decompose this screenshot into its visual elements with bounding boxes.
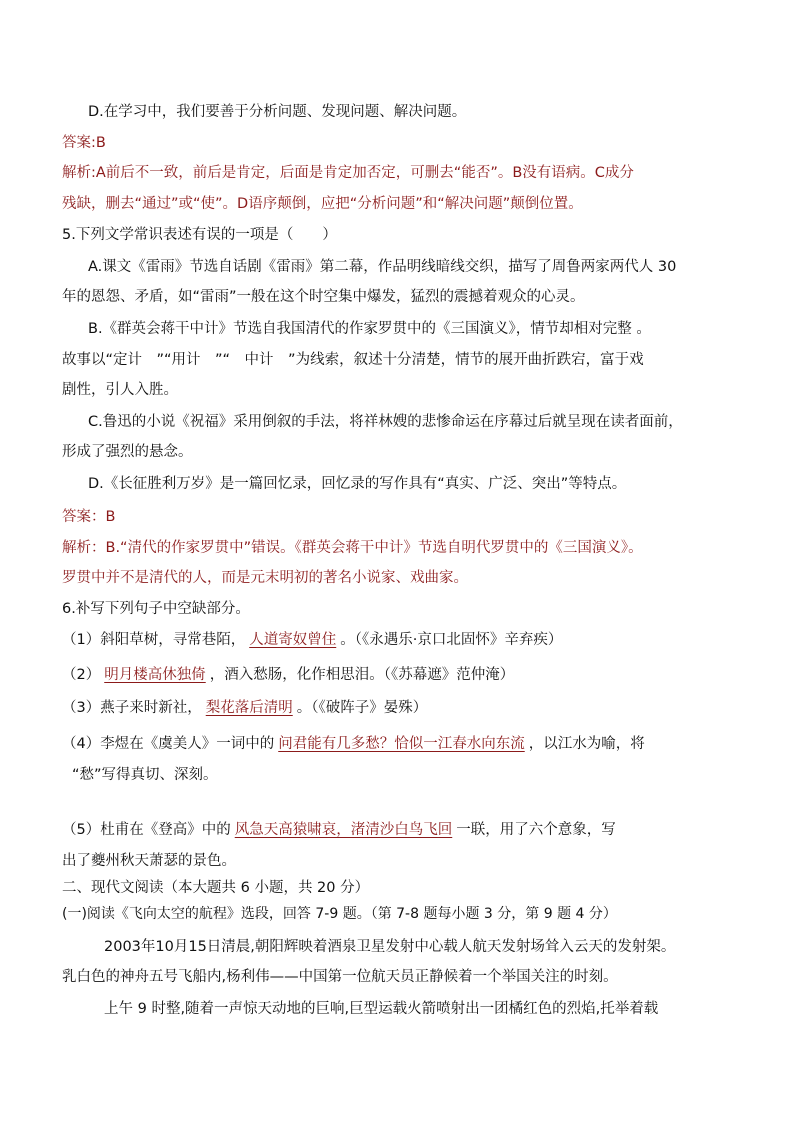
q5-option-b-line2: 故事以“定计 ”“用计 ”“ 中计 ”为线索，叙述十分清楚，情节的展开曲折跌宕，富于戏 bbox=[62, 352, 644, 368]
q5-option-d: D.《长征胜利万岁》是一篇回忆录，回忆录的写作具有“真实、广泛、突出”等特点。 bbox=[88, 476, 627, 492]
q6-item5-suffix: 一联，用了六个意象，写 bbox=[456, 822, 616, 838]
q4-answer: 答案:B bbox=[62, 135, 106, 151]
q6-item3-suffix: 。（《破阵子》晏殊） bbox=[296, 700, 428, 716]
q4-analysis-line1: 解析:A前后不一致，前后是肯定，后面是肯定加否定，可删去“能否”。B没有语病。C成分 bbox=[62, 165, 634, 181]
q4-option-d: D.在学习中，我们要善于分析问题、发现问题、解决问题。 bbox=[88, 104, 467, 120]
q6-item4-suffix: ，以江水为喻，将 bbox=[528, 736, 645, 752]
q5-option-b-line3: 剧性，引人入胜。 bbox=[62, 382, 178, 398]
section2-sub1: (一)阅读《飞向太空的航程》选段，回答 7-9 题。（第 7-8 题每小题 3 分，第 9 题 4 分） bbox=[62, 906, 617, 922]
q6-item1 bbox=[62, 630, 562, 650]
q5-analysis-line2: 罗贯中并不是清代的人，而是元末明初的著名小说家、戏曲家。 bbox=[62, 570, 468, 586]
q6-item5-line2: 出了夔州秋天萧瑟的景色。 bbox=[62, 853, 236, 869]
q6-item4-prefix: （4）李煜在《虞美人》一词中的 bbox=[62, 736, 275, 752]
q5-answer: 答案：B bbox=[62, 509, 116, 525]
q6-item2 bbox=[62, 665, 514, 685]
q5-option-c-line1: C.鲁迅的小说《祝福》采用倒叙的手法，将祥林嫂的悲惨命运在序幕过后就呈现在读者面前， bbox=[88, 414, 683, 430]
q6-item2-prefix: （2） bbox=[62, 667, 101, 683]
q6-item2-suffix: ，酒入愁肠，化作相思泪。（《苏幕遮》范仲淹） bbox=[209, 667, 515, 683]
passage-p1-line1: 2003年10月15日清晨,朝阳辉映着酒泉卫星发射中心载人航天发射场耸入云天的发射架。 bbox=[104, 939, 676, 955]
passage-p2-line1: 上午 9 时整,随着一声惊天动地的巨响,巨型运载火箭喷射出一团橘红色的烈焰,托举着载 bbox=[104, 1001, 659, 1017]
q6-item4-answer-blank: 问君能有几多愁？恰似一江春水向东流 bbox=[278, 736, 525, 752]
q6-item3-prefix: （3）燕子来时新社， bbox=[62, 700, 202, 716]
passage-p1-line2: 乳白色的神舟五号飞船内,杨利伟——中国第一位航天员正静候着一个举国关注的时刻。 bbox=[62, 969, 618, 985]
q5-option-a-line2: 年的恩怨、矛盾，如“雷雨”一般在这个时空集中爆发，猛烈的震撼着观众的心灵。 bbox=[62, 289, 585, 305]
q6-item1-prefix: （1）斜阳草树，寻常巷陌， bbox=[62, 632, 246, 648]
q5-analysis-line1: 解析：B.“清代的作家罗贯中”错误。《群英会蒋干中计》节选自明代罗贯中的《三国演义》。 bbox=[62, 540, 643, 556]
q5-option-b-line1: B.《群英会蒋干中计》节选自我国清代的作家罗贯中的《三国演义》，情节却相对完整 。 bbox=[88, 321, 651, 337]
q6-item3 bbox=[62, 698, 427, 718]
q6-item4 bbox=[62, 734, 645, 754]
q6-item5 bbox=[62, 820, 616, 840]
q5-stem: 5.下列文学常识表述有误的一项是（ ） bbox=[62, 227, 337, 243]
q6-item1-answer-blank: 人道寄奴曾住 bbox=[249, 632, 337, 648]
section2-title: 二、现代文阅读（本大题共 6 小题，共 20 分） bbox=[62, 880, 370, 896]
q6-item2-answer-blank: 明月楼高休独倚 bbox=[104, 667, 206, 683]
q5-option-a-line1: A.课文《雷雨》节选自话剧《雷雨》第二幕，作品明线暗线交织，描写了周鲁两家两代人 30 bbox=[88, 259, 677, 275]
q6-item5-prefix: （5）杜甫在《登高》中的 bbox=[62, 822, 231, 838]
q6-item4-line2: “愁”写得真切、深刻。 bbox=[72, 767, 218, 783]
q5-option-c-line2: 形成了强烈的悬念。 bbox=[62, 444, 193, 460]
q4-analysis-line2: 残缺，删去“通过”或“使”。D语序颠倒，应把“分析问题”和“解决问题”颠倒位置。 bbox=[62, 196, 583, 212]
q6-item1-suffix: 。（《永遇乐·京口北固怀》辛弃疾） bbox=[340, 632, 563, 648]
q6-item3-answer-blank: 梨花落后清明 bbox=[205, 700, 293, 716]
q6-stem: 6.补写下列句子中空缺部分。 bbox=[62, 601, 250, 617]
q6-item5-answer-blank: 风急天高猿啸哀，渚清沙白鸟飞回 bbox=[234, 822, 453, 838]
